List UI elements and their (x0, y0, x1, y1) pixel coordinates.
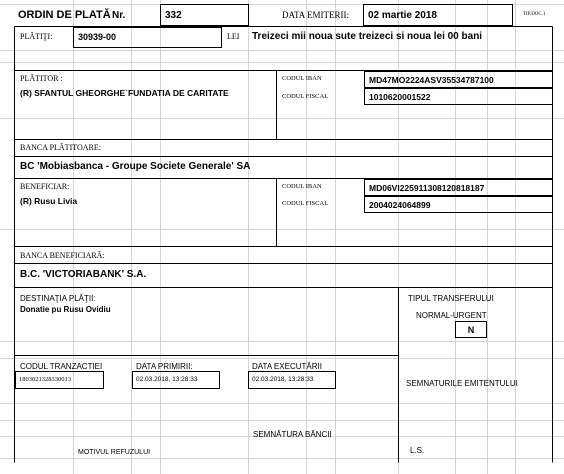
payer-fiscal: 1010620001522 (369, 92, 431, 102)
beneficiary-fiscal-box (364, 196, 553, 213)
payer-bank-label: BANCA PLĂTITOARE: (20, 143, 101, 152)
number-label: Nr. (112, 10, 126, 21)
ls-label: L.S. (410, 446, 425, 455)
received-date-box (132, 371, 220, 389)
amount-value: 30939-00 (78, 32, 117, 42)
issue-date-label: DATA EMITERII: (282, 10, 350, 20)
payer-iban: MD47MO2224ASV35534787100 (369, 75, 494, 85)
pay-label: PLĂTIŢI: (20, 32, 53, 41)
tx-code-label: CODUL TRANZACTIEI (20, 362, 103, 371)
received-date-label: DATA PRIMIRII: (136, 362, 193, 371)
transfer-mode-label: NORMAL-URGENT (416, 311, 487, 320)
beneficiary-bank-label: BANCA BENEFICIARĂ: (20, 251, 105, 260)
payer-iban-label: CODUL IBAN (282, 75, 322, 82)
emitent-signature-label: SEMNATURILE EMITENTULUI (406, 379, 518, 388)
currency-label: LEI (227, 32, 240, 41)
beneficiary-iban: MD06VI225911308120818187 (369, 183, 485, 193)
amount-box (73, 27, 222, 48)
number-box (160, 4, 249, 26)
executed-date-value: 02.03.2018, 13:28:33 (252, 376, 314, 383)
destination-label: DESTINAŢIA PLĂŢII: (20, 294, 96, 303)
executed-date-box (248, 371, 336, 389)
beneficiary-name: (R) Rusu Livia (20, 196, 78, 206)
payer-label: PLĂTITOR : (20, 74, 63, 83)
issue-date-box (363, 4, 513, 26)
beneficiary-fiscal-label: CODUL FISCAL (282, 200, 329, 207)
amount-in-words: Treizeci mii noua sute treizeci si noua lei 00 bani (252, 31, 483, 42)
beneficiary-iban-box (364, 179, 553, 196)
form-code: TIP.DOC.1 (523, 12, 546, 17)
bank-signature-label: SEMNĂTURA BĂNCII (253, 430, 332, 439)
destination-value: Donatie pu Rusu Ovidiu (20, 305, 111, 314)
tx-code-value: 1803021328330013 (19, 376, 71, 383)
transfer-mode-box (455, 321, 487, 338)
tx-code-box (15, 371, 104, 389)
transfer-type-label: TIPUL TRANSFERULUI (408, 294, 494, 303)
number-value: 332 (165, 10, 182, 21)
payer-fiscal-label: CODUL FISCAL (282, 93, 329, 100)
beneficiary-label: BENEFICIAR: (20, 182, 70, 191)
form-title: ORDIN DE PLATĂ (18, 9, 111, 21)
beneficiary-bank-name: B.C. 'VICTORIABANK' S.A. (20, 269, 147, 280)
payer-name: (R) SFANTUL GHEORGHE`FUNDATIA DE CARITATE (20, 88, 229, 98)
beneficiary-iban-label: CODUL IBAN (282, 183, 322, 190)
payer-iban-box (364, 71, 553, 88)
received-date-value: 02.03.2018, 13:28:33 (136, 376, 198, 383)
transfer-mode-value: N (467, 325, 475, 335)
beneficiary-fiscal: 2004024064899 (369, 200, 431, 210)
refusal-reason-label: MOTIVUL REFUZULUI (78, 449, 151, 456)
payer-fiscal-box (364, 88, 553, 105)
payer-bank-name: BC 'Mobiasbanca - Groupe Societe Generale' SA (20, 161, 251, 172)
issue-date-value: 02 martie 2018 (368, 10, 437, 21)
executed-date-label: DATA EXECUTĂRII (252, 362, 322, 371)
